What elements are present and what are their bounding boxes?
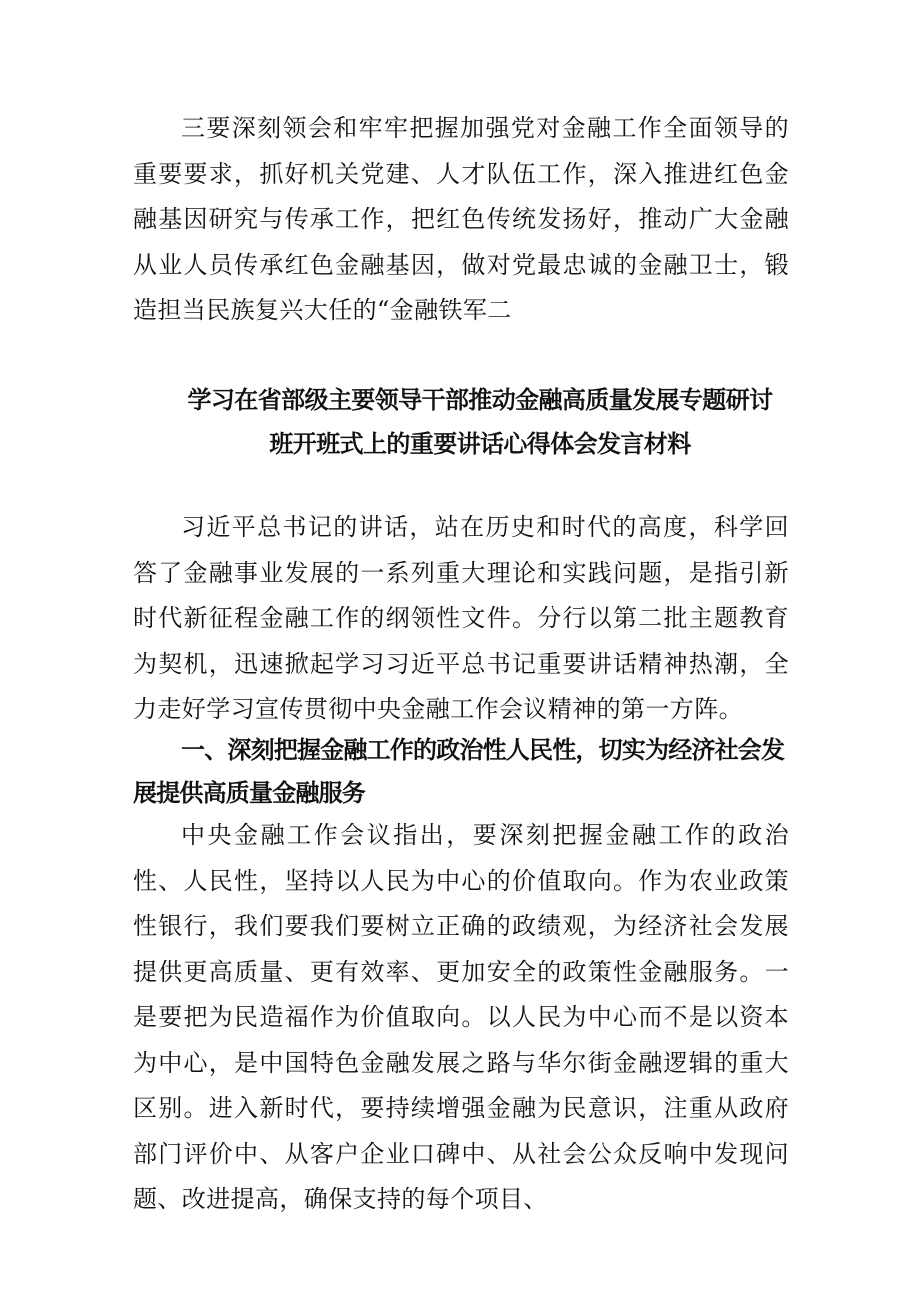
paragraph-intro: 习近平总书记的讲话，站在历史和时代的高度，科学回答了金融事业发展的一系列重大理论和实践问题，是指引新时代新征程金融工作的纲领性文件。分行以第二批主题教育为契机，迅速掀起学习习近平总书记重要讲话精神热潮，全力走好学习宣传贯彻中央金融工作会议精神的第一方阵。	[133, 513, 789, 723]
paragraph-party-leadership: 三要深刻领会和牢牢把握加强党对金融工作全面领导的重要要求，抓好机关党建、人才队伍工作，深入推进红色金融基因研究与传承工作，把红色传统发扬好，推动广大金融从业人员传承红色金融基因，做对党最忠诚的金融卫士，锻造担当民族复兴大任的“金融铁军二	[133, 114, 789, 324]
section-heading-1: 一、深刻把握金融工作的政治性人民性，切实为经济社会发展提供高质量金融服务	[133, 736, 785, 807]
document-title-line-1: 学习在省部级主要领导干部推动金融高质量发展专题研讨	[187, 386, 773, 414]
document-title-line-2: 班开班式上的重要讲话心得体会发言材料	[269, 430, 691, 458]
paragraph-section-1: 中央金融工作会议指出，要深刻把握金融工作的政治性、人民性，坚持以人民为中心的价值取向。作为农业政策性银行，我们要我们要树立正确的政绩观，为经济社会发展提供更高质量、更有效率、更加安全的政策性金融服务。一是要把为民造福作为价值取向。以人民为中心而不是以资本为中心，是中国特色金融发展之路与华尔街金融逻辑的重大区别。进入新时代，要持续增强金融为民意识，注重从政府部门评价中、从客户企业口碑中、从社会公众反响中发现问题、改进提高，确保支持的每个项目、	[133, 821, 789, 1213]
